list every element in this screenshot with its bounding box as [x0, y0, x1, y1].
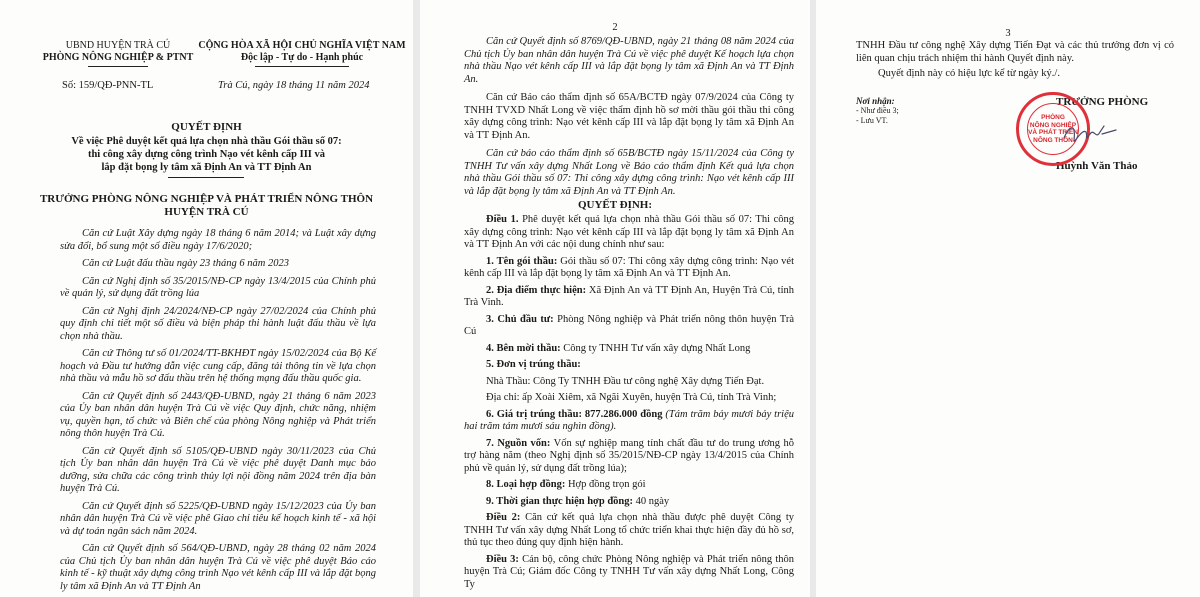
- seal-text-line: VÀ PHÁT TRIỂN: [1028, 129, 1078, 136]
- subject-line-2: thi công xây dựng công trình Nạo vét kênh cấp III và: [87, 149, 326, 160]
- legal-basis-item: Căn cứ Nghị định số 35/2015/NĐ-CP ngày 13/4/2015 của Chính phủ về quản lý, sử dụng đất trồng lúa: [60, 275, 376, 299]
- item-5: [464, 359, 794, 372]
- legal-basis-item: Căn cứ Quyết định số 5225/QĐ-UBND ngày 15/12/2023 của Ủy ban nhân dân huyện Trà Cú về việc phê Giao chỉ tiêu kế hoạch kinh tế - xã hội và dự toán ngân sách năm 2024.: [60, 500, 376, 537]
- legal-basis-item: Căn cứ Báo cáo thẩm định số 65A/BCTĐ ngày 07/9/2024 của Công ty TNHH TVXD Nhất Long về việc thẩm định hồ sơ mời thầu gói thầu thi công xây dựng công trình: Nạo vét kênh cấp III và lắp đặt bọng ly tâm xã Định An và TT Định An.: [464, 92, 794, 141]
- article-2: [464, 512, 794, 550]
- item-6-label: 6. Giá trị trúng thầu:: [486, 408, 582, 420]
- article-1-label: Điều 1.: [486, 214, 519, 225]
- article-2-label: Điều 2:: [486, 512, 521, 523]
- document-page-2: [420, 0, 810, 597]
- item-9-text: 40 ngày: [633, 495, 670, 507]
- legal-basis-item: Căn cứ Quyết định số 5105/QĐ-UBND ngày 30/11/2023 của Chủ tịch Ủy ban nhân dân huyện Trà Cú về việc phê duyệt Danh mục bảo dưỡng, sửa chữa các công trình thủy lợi nội đồng năm 2024 trên địa bàn huyện Trà Cú.: [60, 445, 376, 494]
- page-number: 3: [1005, 28, 1011, 39]
- handwritten-signature: [1060, 118, 1120, 148]
- legal-basis-item: Căn cứ Thông tư số 01/2024/TT-BKHĐT ngày 15/02/2024 của Bộ Kế hoạch và Đầu tư hướng dẫn việc cung cấp, đăng tải thông tin về lựa chọn nhà thầu và mẫu hồ sơ đấu thầu trên hệ thống mạng đấu thầu quốc gia.: [60, 348, 376, 384]
- decision-body: [464, 214, 794, 591]
- agency-underline: [88, 66, 148, 67]
- legal-basis-item: Căn cứ Luật đấu thầu ngày 23 tháng 6 năm 2023: [82, 258, 289, 269]
- decision-heading: QUYẾT ĐỊNH:: [577, 199, 653, 211]
- item-8-text: Hợp đồng trọn gói: [565, 479, 646, 490]
- recipient-item: - Như điều 3;: [856, 106, 899, 115]
- place-date: Trà Cú, ngày 18 tháng 11 năm 2024: [218, 80, 370, 91]
- agency-name-line-2: PHÒNG NÔNG NGHIỆP & PTNT: [42, 52, 194, 63]
- subject-line-3: lắp đặt bọng ly tâm xã Định An và TT Định An: [101, 162, 312, 173]
- article-3-text: Cán bộ, công chức Phòng Nông nghiệp và Phát triển nông thôn huyện Trà Cú; Giám đốc Công ty TNHH Tư vấn xây dựng Nhất Long, Công Ty: [464, 553, 795, 590]
- nation-motto: Độc lập - Tự do - Hạnh phúc: [240, 52, 364, 63]
- authority-line-2: HUYỆN TRÀ CÚ: [164, 206, 249, 218]
- winning-price: 877.286.000 đồng: [581, 408, 663, 420]
- item-7: [464, 438, 794, 476]
- document-page-3: [816, 0, 1200, 597]
- contractor-name: Nhà Thầu: Công Ty TNHH Đầu tư công nghệ Xây dựng Tiến Đạt.: [486, 375, 765, 387]
- authority-line-1: TRƯỞNG PHÒNG NÔNG NGHIỆP VÀ PHÁT TRIỂN NÔNG THÔN: [39, 193, 374, 205]
- item-1-label: 1. Tên gói thầu:: [486, 255, 558, 267]
- document-page-1: [0, 0, 413, 597]
- item-2-label: 2. Địa điểm thực hiện:: [486, 284, 587, 296]
- item-6: [464, 409, 794, 434]
- legal-basis-list: [60, 228, 376, 593]
- legal-basis-item: Căn cứ Quyết định số 564/QĐ-UBND, ngày 28 tháng 02 năm 2024 của Chủ tịch Ủy ban nhân dân huyện Trà Cú về việc phê duyệt Báo cáo kinh tế - kỹ thuật xây dựng công trình Nạo vét kênh cấp III và lắp đặt bọng ly tâm xã Định An và TT Định An: [60, 543, 376, 592]
- item-1-text: Gói thầu số 07: Thi công xây dựng công trình: Nạo vét kênh cấp III và lắp đặt bọng ly tâm xã Định An và TT Định An.: [464, 255, 795, 279]
- signer-name: Huỳnh Văn Thảo: [1056, 160, 1138, 172]
- agency-name-line-1: UBND HUYỆN TRÀ CÚ: [65, 40, 171, 51]
- recipient-item: - Lưu VT.: [856, 116, 888, 125]
- winning-price-words: (Tám trăm bảy mươi bảy triệu hai trăm tám mươi sáu nghìn đồng).: [464, 408, 794, 432]
- document-type-title: QUYẾT ĐỊNH: [171, 121, 242, 133]
- article-3-continuation: TNHH Đầu tư công nghệ Xây dựng Tiến Đạt và các thủ trưởng đơn vị có liên quan chịu trách nhiệm thi hành Quyết định này.: [856, 40, 1174, 64]
- item-7-label: 7. Nguồn vốn:: [486, 437, 551, 449]
- subject-line-1: Về việc Phê duyệt kết quả lựa chọn nhà thầu Gói thầu số 07:: [71, 136, 342, 147]
- article-2-text: Căn cứ kết quả lựa chọn nhà thầu được phê duyệt Công ty TNHH Tư vấn xây dựng Nhất Long tổ chức triển khai thực hiện đầy đủ hồ sơ, thủ tục theo đúng quy định hiện hành.: [464, 512, 795, 548]
- item-2-text: Xã Định An và TT Định An, Huyện Trà Cú, tỉnh Trà Vinh.: [464, 284, 795, 308]
- item-9: [464, 496, 794, 509]
- legal-basis-item: Căn cứ Luật Xây dựng ngày 18 tháng 6 năm 2014; và Luật xây dựng sửa đổi, bổ sung một số điều ngày 17/6/2020;: [60, 228, 376, 252]
- recipients-label: Nơi nhận:: [856, 96, 895, 106]
- item-4: [464, 343, 794, 356]
- item-3-text: Phòng Nông nghiệp và Phát triển nông thôn huyện Trà Cú: [464, 313, 794, 337]
- item-3-label: 3. Chủ đầu tư:: [486, 313, 554, 325]
- nation-title: CỘNG HÒA XÃ HỘI CHỦ NGHĨA VIỆT NAM: [198, 40, 406, 51]
- article-1: [464, 214, 794, 252]
- item-1: [464, 256, 794, 281]
- article-1-text: Phê duyệt kết quả lựa chọn nhà thầu Gói thầu số 07: Thi công xây dựng công trình: Nạo vét kênh cấp III và lắp đặt bọng ly tâm xã Định An và TT Định An với các nội dung chính như sau:: [464, 214, 795, 250]
- article-3: [464, 554, 794, 592]
- item-8-label: 8. Loại hợp đồng:: [486, 479, 566, 490]
- subject-underline: [168, 177, 244, 178]
- seal-text-line: NÔNG THÔN: [1033, 136, 1073, 144]
- legal-basis-item: Căn cứ Quyết định số 2443/QĐ-UBND, ngày 21 tháng 6 năm 2023 của Ủy ban nhân dân huyện Trà Cú về việc Quy định, chức năng, nhiệm vụ, quyền hạn, tổ chức và Biên chế của phòng Nông nghiệp và Phát triển nông thôn huyện Trà Cú.: [60, 390, 376, 439]
- article-3-continued: [856, 40, 1174, 81]
- seal-text-line: NÔNG NGHIỆP: [1029, 121, 1077, 129]
- contractor-address: Địa chỉ: ấp Xoài Xiêm, xã Ngãi Xuyên, huyện Trà Cú, tỉnh Trà Vinh;: [486, 392, 777, 403]
- item-7-text: Vốn sự nghiệp mang tính chất đầu tư do trung ương hỗ trợ hàng năm (theo Nghị định số 35/2015/NĐ-CP ngày 13/4/2015 của Chính phủ về quản lý, sử dụng đất trồng lúa);: [464, 437, 794, 474]
- signer-title: TRƯỞNG PHÒNG: [1056, 96, 1149, 108]
- seal-text-line: PHÒNG: [1041, 114, 1065, 121]
- page-number: 2: [612, 22, 618, 33]
- article-3-label: Điều 3:: [486, 553, 519, 565]
- legal-basis-list: [464, 36, 794, 198]
- item-3: [464, 314, 794, 339]
- document-number: Số: 159/QĐ-PNN-TL: [62, 80, 154, 91]
- item-2: [464, 285, 794, 310]
- item-9-label: 9. Thời gian thực hiện hợp đồng:: [486, 495, 633, 507]
- effective-clause: Quyết định này có hiệu lực kể từ ngày ký./.: [878, 68, 1060, 79]
- item-4-label: 4. Bên mời thầu:: [486, 342, 561, 354]
- legal-basis-item: Căn cứ báo cáo thẩm định số 65B/BCTĐ ngày 15/11/2024 của Công ty TNHH Tư vấn xây dựng Nhất Long về Báo cáo thẩm định Kết quả lựa chọn nhà thầu Gói thầu số 07: Thi công xây dựng công trình: Nạo vét kênh cấp III và lắp đặt bọng ly tâm xã Định An và TT Định An.: [464, 148, 794, 197]
- legal-basis-item: Căn cứ Nghị định 24/2024/NĐ-CP ngày 27/02/2024 của Chính phủ quy định chi tiết một số điều và biện pháp thi hành luật đấu thầu về lựa chọn nhà thầu.: [60, 305, 376, 342]
- item-4-text: Công ty TNHH Tư vấn xây dựng Nhất Long: [560, 342, 751, 354]
- motto-underline: [255, 66, 349, 67]
- item-5-label: 5. Đơn vị trúng thầu:: [486, 359, 581, 370]
- item-8: [464, 479, 794, 492]
- legal-basis-item: Căn cứ Quyết định số 8769/QĐ-UBND, ngày 21 tháng 08 năm 2024 của Chủ tịch Ủy ban nhân dân huyện Trà Cú về việc phê duyệt Kế hoạch lựa chọn nhà thầu Nạo vét kênh cấp III và lắp đặt bọng ly tâm xã Định An và TT Định An.: [464, 36, 794, 85]
